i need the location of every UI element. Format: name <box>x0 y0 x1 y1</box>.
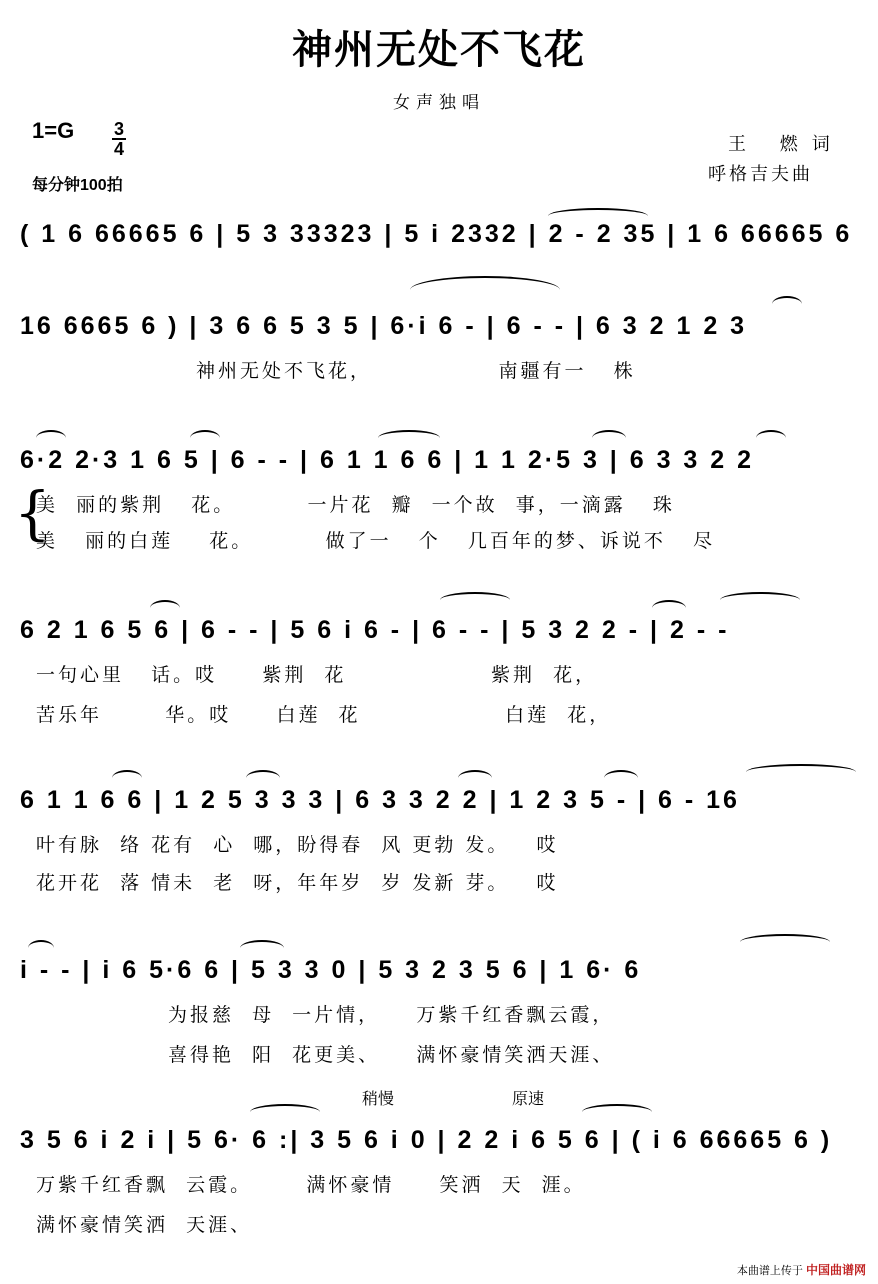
notation-line: 6 2 1 6 5 6 | 6 - - | 5 6 i 6 - | 6 - - | 5 3 2 2 - | 2 - - <box>20 616 730 644</box>
score-row-1 <box>20 214 860 254</box>
notation-line: 6 1 1 6 6 | 1 2 5 3 3 3 | 6 3 3 2 2 | 1 2 3 5 - | 6 - 16 <box>20 786 740 814</box>
performance-type: 女声独唱 <box>393 93 485 113</box>
notation-line: 6·2 2·3 1 6 5 | 6 - - | 6 1 1 6 6 | 1 1 2·5 3 | 6 3 3 2 2 <box>20 446 755 474</box>
slur <box>548 208 648 224</box>
tempo-slower-mark: 稍慢 <box>362 1089 395 1108</box>
verse-brace: { <box>14 479 51 547</box>
slur <box>190 430 220 446</box>
lyric-line-verse-2: 苦乐年 华。哎 白莲 花 白莲 花， <box>36 704 612 726</box>
lyric-line-verse-2: 喜得艳 阳 花更美、 满怀豪情笑洒天涯、 <box>168 1044 615 1066</box>
lyric-line: 神州无处不飞花， 南疆有一 株 <box>196 360 636 382</box>
footer-prefix: 本曲谱上传于 <box>736 1265 803 1277</box>
lyric-line-verse-1: 为报慈 母 一片情， 万紫千红香飘云霞， <box>168 1004 615 1026</box>
lyric-line-verse-2: 满怀豪情笑洒 天涯、 <box>36 1214 253 1236</box>
score-row-5 <box>20 780 860 820</box>
lyricist-credit: 王 燃词 <box>728 134 844 155</box>
composer-credit: 呼格吉夫曲 <box>708 164 813 185</box>
lyric-line-verse-2: 花开花 落 情未 老 呀，年年岁 岁 发新 芽。 哎 <box>36 872 559 894</box>
score-row-2 <box>20 306 860 346</box>
slur <box>250 1104 320 1120</box>
notation-line: 3 5 6 i 2 i | 5 6· 6 :| 3 5 6 i 0 | 2 2 i 6 5 6 | ( i 6 66665 6 ) <box>20 1126 833 1154</box>
slur <box>652 600 686 616</box>
tempo-marking: 每分钟100拍 <box>32 177 123 194</box>
slur <box>28 940 54 956</box>
footer-site-link[interactable]: 中国曲谱网 <box>805 1263 866 1277</box>
score-row-4 <box>20 610 860 650</box>
lyric-line-verse-1: 一句心里 话。哎 紫荆 花 紫荆 花， <box>36 664 598 686</box>
lyric-line-verse-2: 美 丽的白莲 花。 做了一 个 几百年的梦、诉说不 尽 <box>36 530 715 552</box>
slur <box>150 600 180 616</box>
score-row-7 <box>20 1120 860 1160</box>
slur <box>720 592 800 608</box>
slur <box>740 934 830 950</box>
notation-line: i - - | i 6 5·6 6 | 5 3 3 0 | 5 3 2 3 5 6 | 1 6· 6 <box>20 956 642 984</box>
slur <box>36 430 66 446</box>
tempo-original-mark: 原速 <box>512 1089 545 1108</box>
slur <box>604 770 638 786</box>
lyric-line-verse-1: 美 丽的紫荆 花。 一片花 瓣 一个故 事，一滴露 珠 <box>36 494 675 516</box>
slur <box>378 430 440 446</box>
lyric-line-verse-1: 万紫千红香飘 云霞。 满怀豪情 笑洒 天 涯。 <box>36 1174 586 1196</box>
song-title: 神州无处不飞花 <box>292 26 586 73</box>
lyric-line-verse-1: 叶有脉 络 花有 心 哪，盼得春 风 更勃 发。 哎 <box>36 834 559 856</box>
slur <box>440 592 510 608</box>
slur <box>772 296 802 312</box>
score-row-3 <box>20 440 860 480</box>
slur <box>592 430 626 446</box>
slur <box>240 940 284 956</box>
time-numerator: 3 <box>114 119 125 139</box>
slur <box>246 770 280 786</box>
slur <box>410 276 560 304</box>
time-denominator: 4 <box>114 139 125 159</box>
slur <box>112 770 142 786</box>
slur <box>746 764 856 780</box>
source-footer <box>737 1261 866 1278</box>
time-signature <box>112 120 126 158</box>
slur <box>582 1104 652 1120</box>
key-signature: 1=G <box>32 118 75 143</box>
notation-line: 16 6665 6 ) | 3 6 6 5 3 5 | 6·i 6 - | 6 - - | 6 3 2 1 2 3 <box>20 312 748 340</box>
slur <box>756 430 786 446</box>
notation-line: ( 1 6 66665 6 | 5 3 33323 | 5 i 2332 | 2 - 2 35 | 1 6 66665 6 <box>20 220 853 248</box>
slur <box>458 770 492 786</box>
score-row-6 <box>20 950 860 990</box>
